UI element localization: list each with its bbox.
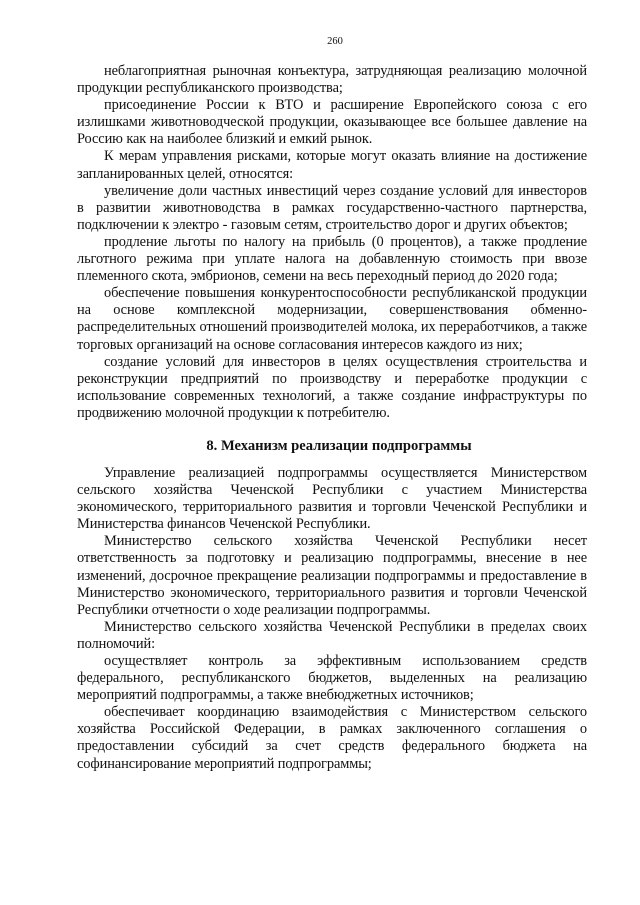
paragraph-ministry-powers: Министерство сельского хозяйства Чеченской Республики в пределах своих полномочий: [77,618,587,652]
paragraph-wto-accession: присоединение России к ВТО и расширение Европейского союза с его излишками животноводческой продукции, оказывающее все большее давление на Россию как на наиболее близкий и емкий рынок. [77,97,587,148]
paragraph-coordination: обеспечивает координацию взаимодействия с Министерством сельского хозяйства Российской Федерации, в рамках заключенного соглашения о предоставлении субсидий за счет средств федерального бюджета на софинансирование мероприятий подпрограммы; [77,704,587,772]
paragraph-control: осуществляет контроль за эффективным использованием средств федерального, республиканского бюджетов, выделенных на реализацию мероприятий подпрограммы, а также внебюджетных источников; [77,653,587,704]
paragraph-competitiveness: обеспечение повышения конкурентоспособности республиканской продукции на основе комплексной модернизации, совершенствования обменно-распределительных отношений производителей молока, их переработчиков, а также торговых организаций на основе согласования интересов каждого из них; [77,285,587,353]
page-number: 260 [327,36,343,47]
section-risks [77,63,587,422]
document-page [77,36,587,773]
paragraph-risk-measures-intro: К мерам управления рисками, которые могут оказать влияние на достижение запланированных целей, относятся: [77,148,587,182]
paragraph-investor-conditions: создание условий для инвесторов в целях осуществления строительства и реконструкции предприятий по производству и переработке продукции с использование современных технологий, а также создание инфраструктуры по продвижению молочной продукции к потребителю. [77,353,587,421]
section-mechanism [77,465,587,773]
section-heading: 8. Механизм реализации подпрограммы [206,437,472,454]
paragraph-private-investment: увеличение доли частных инвестиций через создание условий для инвесторов в развитии животноводства в рамках государственно-частного партнерства, подключении к электро - газовым сетям, строительство дорог и других объектов; [77,182,587,233]
paragraph-ministry-responsibility: Министерство сельского хозяйства Чеченской Республики несет ответственность за подготовку и реализацию подпрограммы, внесение в нее изменений, досрочное прекращение реализации подпрограммы и предоставление в Министерство экономического, территориального развития и торговли Чеченской Республики отчетности о ходе реализации подпрограммы. [77,533,587,618]
paragraph-market-conjuncture: неблагоприятная рыночная конъектура, затрудняющая реализацию молочной продукции республиканского производства; [77,63,587,97]
paragraph-tax-benefit: продление льготы по налогу на прибыль (0 процентов), а также продление льготного режима при уплате налога на добавленную стоимость при ввозе племенного скота, эмбрионов, семени на весь переходный период до 2020 года; [77,233,587,285]
paragraph-management: Управление реализацией подпрограммы осуществляется Министерством сельского хозяйства Чеченской Республики с участием Министерства экономического, территориального развития и торговли Чеченской Республики и Министерства финансов Чеченской Республики. [77,464,587,533]
